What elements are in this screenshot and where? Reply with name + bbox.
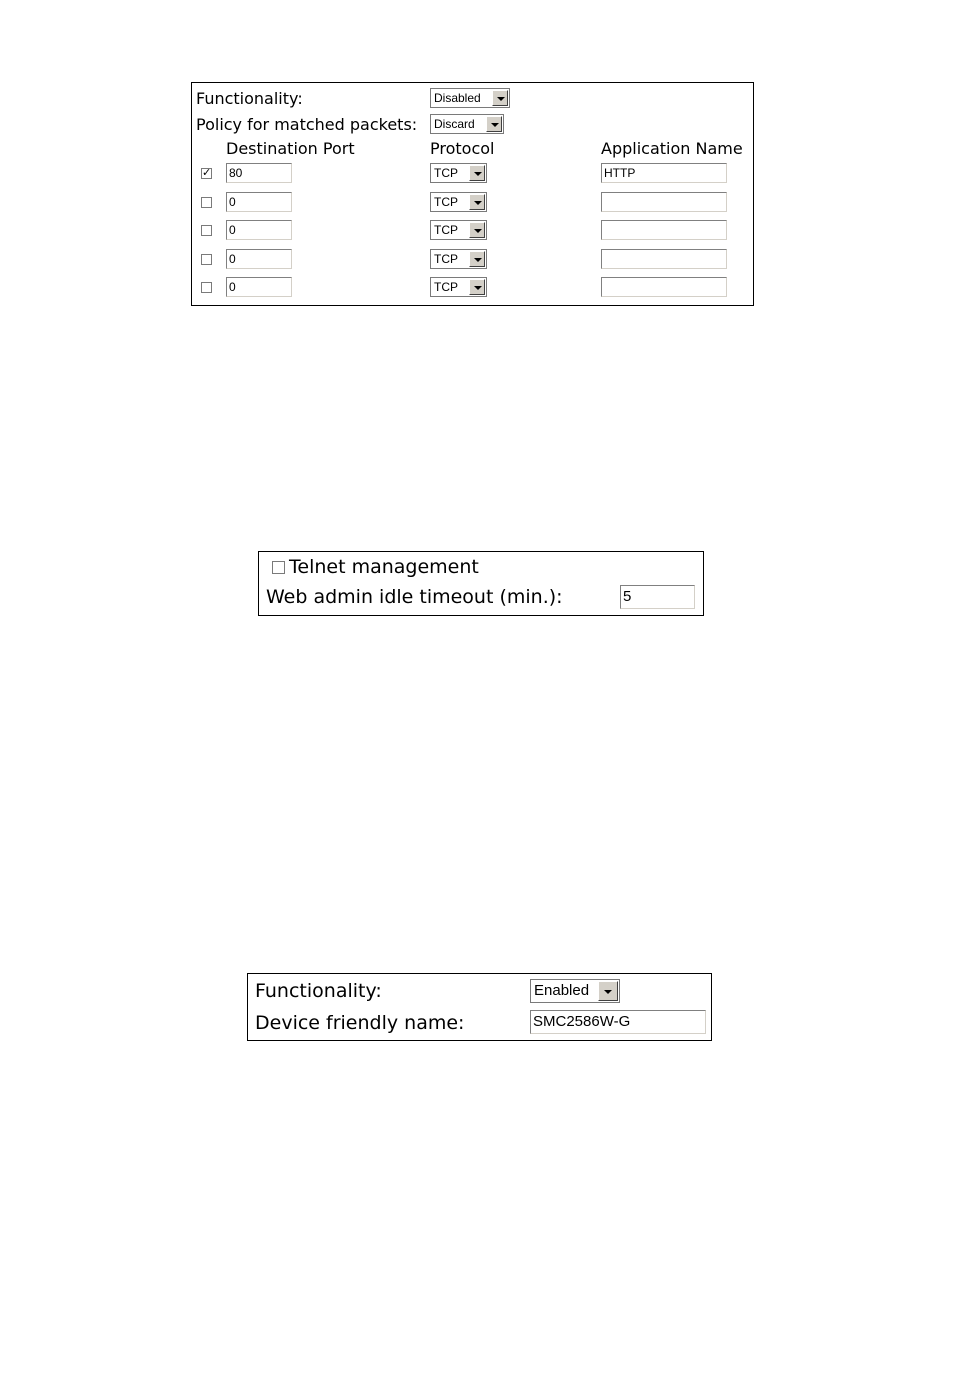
protocol-select[interactable] xyxy=(430,277,487,297)
functionality-select-value: Disabled xyxy=(434,91,481,105)
functionality-label: Functionality: xyxy=(255,980,382,1002)
row-enable-checkbox[interactable] xyxy=(201,254,212,265)
telnet-management-checkbox[interactable] xyxy=(272,561,285,574)
policy-label: Policy for matched packets: xyxy=(196,115,418,134)
functionality-select[interactable] xyxy=(530,979,620,1003)
row-enable-checkbox[interactable] xyxy=(201,225,212,236)
protocol-select-value: TCP xyxy=(434,195,458,209)
application-name-input[interactable]: HTTP xyxy=(601,163,727,183)
protocol-select[interactable] xyxy=(430,192,487,212)
protocol-select-value: TCP xyxy=(434,223,458,237)
protocol-select-value: TCP xyxy=(434,166,458,180)
chevron-down-icon xyxy=(469,279,485,295)
application-name-input[interactable] xyxy=(601,192,727,212)
application-name-input[interactable] xyxy=(601,220,727,240)
chevron-down-icon xyxy=(469,165,485,181)
url-filter-panel xyxy=(191,82,754,306)
application-name-header: Application Name xyxy=(601,139,743,158)
policy-select[interactable] xyxy=(430,114,504,134)
row-enable-checkbox[interactable] xyxy=(201,197,212,208)
protocol-select[interactable] xyxy=(430,249,487,269)
destination-port-input[interactable]: 0 xyxy=(226,277,292,297)
functionality-select-value: Enabled xyxy=(534,982,590,999)
protocol-header: Protocol xyxy=(430,139,495,158)
protocol-select[interactable] xyxy=(430,220,487,240)
protocol-select-value: TCP xyxy=(434,280,458,294)
destination-port-header: Destination Port xyxy=(226,139,355,158)
remote-management-panel xyxy=(258,551,704,616)
device-friendly-name-input[interactable]: SMC2586W-G xyxy=(530,1010,706,1034)
protocol-select-value: TCP xyxy=(434,252,458,266)
upnp-panel xyxy=(247,973,712,1041)
telnet-management-label: Telnet management xyxy=(289,556,479,578)
destination-port-input[interactable]: 0 xyxy=(226,249,292,269)
application-name-input[interactable] xyxy=(601,249,727,269)
functionality-select[interactable] xyxy=(430,88,510,108)
chevron-down-icon xyxy=(492,90,508,106)
web-admin-timeout-label: Web admin idle timeout (min.): xyxy=(266,586,563,608)
functionality-label: Functionality: xyxy=(196,89,303,108)
application-name-input[interactable] xyxy=(601,277,727,297)
chevron-down-icon xyxy=(486,116,502,132)
row-enable-checkbox[interactable] xyxy=(201,282,212,293)
device-friendly-name-label: Device friendly name: xyxy=(255,1012,465,1034)
policy-select-value: Discard xyxy=(434,117,475,131)
destination-port-input[interactable]: 0 xyxy=(226,220,292,240)
chevron-down-icon xyxy=(469,251,485,267)
destination-port-input[interactable]: 80 xyxy=(226,163,292,183)
protocol-select[interactable] xyxy=(430,163,487,183)
destination-port-input[interactable]: 0 xyxy=(226,192,292,212)
chevron-down-icon xyxy=(469,222,485,238)
web-admin-timeout-input[interactable]: 5 xyxy=(620,585,695,609)
chevron-down-icon xyxy=(598,981,618,1001)
chevron-down-icon xyxy=(469,194,485,210)
row-enable-checkbox[interactable] xyxy=(201,168,212,179)
